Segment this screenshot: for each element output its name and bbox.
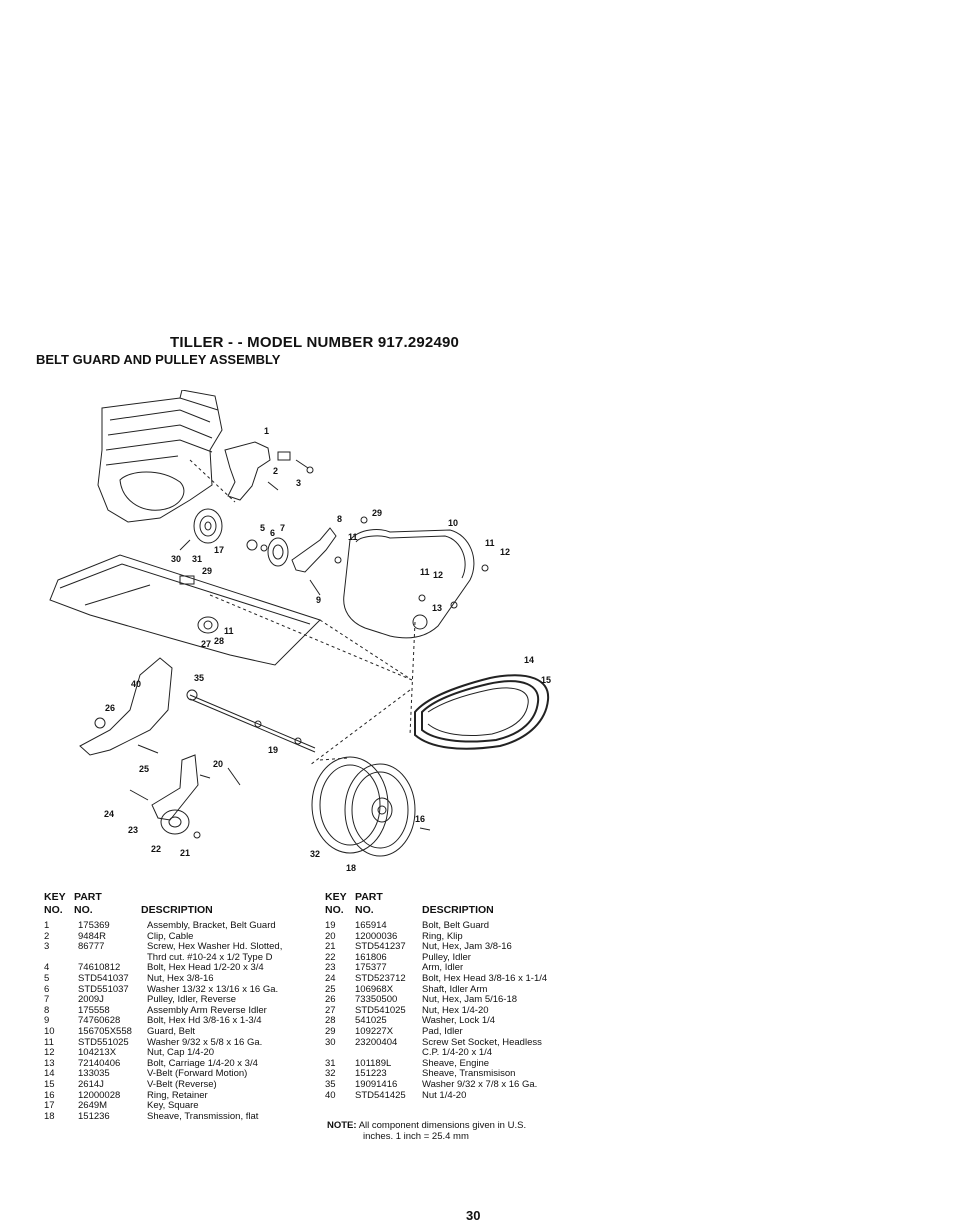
key-number: 10 [44,1025,55,1037]
part-description: Clip, Cable [147,930,194,942]
svg-text:7: 7 [280,523,286,533]
svg-text:11: 11 [224,626,234,636]
key-number: 16 [44,1089,55,1101]
part-number: 2614J [78,1078,104,1090]
table-row [44,1112,314,1123]
svg-text:11: 11 [420,567,430,577]
key-number: 40 [325,1089,336,1101]
note-label: NOTE: [327,1120,357,1131]
part-description: Screw Set Socket, Headless [422,1036,542,1048]
transmission-sheave [312,757,388,853]
part-number: 101189L [355,1057,392,1069]
parts-table-header [325,891,585,921]
key-number: 24 [325,972,336,984]
part-description: Bolt, Hex Head 1/2-20 x 3/4 [147,962,264,974]
header-description: DESCRIPTION [422,904,494,916]
key-number: 30 [325,1036,336,1048]
idler-arm-shaft [190,695,315,748]
reverse-idler-arm [292,528,336,572]
part-description: Washer 9/32 x 5/8 x 16 Ga. [147,1036,263,1048]
svg-text:9: 9 [316,595,322,605]
part-description: Assembly Arm Reverse Idler [147,1004,267,1016]
svg-text:10: 10 [448,518,459,528]
svg-text:19: 19 [268,745,279,755]
part-number: 175377 [355,962,387,974]
header-no: NO. [44,904,63,916]
part-number: STD541237 [355,941,406,953]
key-number: 18 [44,1110,55,1122]
table-row [325,1027,585,1038]
part-description: Washer, Lock 1/4 [422,1015,496,1027]
part-number: 106968X [355,983,394,995]
part-description: Nut, Cap 1/4-20 [147,1047,215,1059]
svg-text:3: 3 [296,478,302,488]
part-number: 74610812 [78,962,121,974]
part-description: Bolt, Belt Guard [422,920,490,931]
part-number: STD541425 [355,1089,406,1101]
table-row [325,974,585,985]
part-number: 12000028 [78,1089,121,1101]
svg-text:14: 14 [524,655,535,665]
key-number: 1 [44,920,50,931]
svg-text:29: 29 [202,566,213,576]
header-part-no: NO. [74,904,93,916]
svg-text:6: 6 [270,528,276,538]
part-number: 165914 [355,920,387,931]
part-description: Sheave, Engine [422,1057,490,1069]
part-description: V-Belt (Forward Motion) [147,1068,248,1080]
svg-text:20: 20 [213,759,224,769]
note-line-1: All component dimensions given in U.S. [358,1120,527,1131]
part-description: Ring, Retainer [147,1089,208,1101]
part-number: 541025 [355,1015,387,1027]
part-description: Shaft, Idler Arm [422,983,488,995]
key-number: 11 [44,1036,54,1048]
table-row [325,1080,585,1091]
key-number: 17 [44,1100,55,1112]
key-number: 15 [44,1078,55,1090]
key-number: 27 [325,1004,336,1016]
svg-text:25: 25 [139,764,150,774]
key-number: 26 [325,994,336,1006]
svg-text:21: 21 [180,848,191,858]
part-number: STD551037 [78,983,129,995]
parts-rows-right [325,921,585,1101]
part-number: 72140406 [78,1057,121,1069]
tiller-deck [50,555,320,665]
svg-text:5: 5 [260,523,266,533]
part-description: Screw, Hex Washer Hd. Slotted, [147,941,283,953]
part-description: Key, Square [147,1100,199,1112]
part-description: Bolt, Hex Hd 3/8-16 x 1-3/4 [147,1015,262,1027]
part-description: Arm, Idler [422,962,464,974]
table-row [44,921,314,932]
key-number: 9 [44,1015,50,1027]
key-number: 32 [325,1068,336,1080]
svg-text:12: 12 [433,570,444,580]
svg-text:2: 2 [273,466,279,476]
key-number: 29 [325,1025,336,1037]
part-number: 23200404 [355,1036,398,1048]
svg-text:15: 15 [541,675,552,685]
svg-text:11: 11 [348,532,358,542]
header-key: KEY [44,891,66,903]
part-number: STD551025 [78,1036,129,1048]
part-description: C.P. 1/4-20 x 1/4 [422,1047,493,1059]
key-number: 19 [325,920,336,931]
svg-text:30: 30 [171,554,182,564]
part-description: Nut, Hex, Jam 5/16-18 [422,994,518,1006]
svg-text:1: 1 [264,426,270,436]
part-number: 2009J [78,994,104,1006]
key-number: 31 [325,1057,336,1069]
svg-text:16: 16 [415,814,426,824]
svg-text:17: 17 [214,545,225,555]
part-number: 74760628 [78,1015,121,1027]
part-description: Bolt, Hex Head 3/8-16 x 1-1/4 [422,972,548,984]
key-number: 22 [325,951,336,963]
table-row [44,974,314,985]
header-part: PART [74,891,102,903]
part-description: Ring, Klip [422,930,463,942]
key-number: 7 [44,994,50,1006]
key-number: 12 [44,1047,55,1059]
table-row [325,921,585,932]
key-number: 4 [44,962,50,974]
key-number: 8 [44,1004,50,1016]
part-description: Washer 13/32 x 13/16 x 16 Ga. [147,983,279,995]
part-number: 151223 [355,1068,387,1080]
svg-text:35: 35 [194,673,205,683]
dimension-note [327,1120,587,1142]
svg-text:12: 12 [500,547,511,557]
part-description: V-Belt (Reverse) [147,1078,217,1090]
part-number: 133035 [78,1068,110,1080]
page-title: TILLER - - MODEL NUMBER 917.292490 [170,334,460,351]
belt-guard [344,530,474,638]
part-description: Pulley, Idler [422,951,471,963]
header-part: PART [355,891,383,903]
key-number: 35 [325,1078,336,1090]
part-number: 86777 [78,941,105,953]
svg-text:31: 31 [192,554,203,564]
parts-table-header [44,891,314,921]
svg-text:32: 32 [310,849,321,859]
key-number: 14 [44,1068,55,1080]
part-description: Bolt, Carriage 1/4-20 x 3/4 [147,1057,258,1069]
diagram-callouts [104,426,551,873]
part-number: 109227X [355,1025,394,1037]
parts-table-right [325,891,585,1101]
key-number: 25 [325,983,336,995]
note-line-2: inches. 1 inch = 25.4 mm [363,1131,469,1142]
part-number: 161806 [355,951,387,963]
svg-text:23: 23 [128,825,139,835]
svg-text:8: 8 [337,514,343,524]
engine-sheave [194,509,222,543]
parts-table-left [44,891,314,1122]
part-description: Guard, Belt [147,1025,196,1037]
part-description: Nut, Hex 1/4-20 [422,1004,489,1016]
key-number: 20 [325,930,336,942]
part-number: STD541037 [78,972,129,984]
part-number: 73350500 [355,994,398,1006]
part-description: Pad, Idler [422,1025,463,1037]
key-number: 2 [44,930,50,942]
part-description: Nut 1/4-20 [422,1089,467,1101]
svg-text:22: 22 [151,844,162,854]
key-number: 6 [44,983,50,995]
part-number: 151236 [78,1110,110,1122]
part-number: 156705X558 [78,1025,132,1037]
section-subtitle: BELT GUARD AND PULLEY ASSEMBLY [36,352,281,367]
svg-text:40: 40 [131,679,142,689]
header-part-no: NO. [355,904,374,916]
part-description: Thrd cut. #10-24 x 1/2 Type D [147,951,273,963]
part-description: Pulley, Idler, Reverse [147,994,237,1006]
key-number: 23 [325,962,336,974]
svg-text:26: 26 [105,703,116,713]
svg-text:29: 29 [372,508,383,518]
exploded-parts-diagram [30,390,590,880]
part-number: 175558 [78,1004,110,1016]
key-number: 21 [325,941,336,953]
header-description: DESCRIPTION [141,904,213,916]
svg-text:27: 27 [201,639,212,649]
part-description: Nut, Hex 3/8-16 [147,972,214,984]
part-number: 19091416 [355,1078,398,1090]
page-number: 30 [466,1208,481,1223]
part-number: 175369 [78,920,110,931]
part-number: STD541025 [355,1004,406,1016]
key-number: 5 [44,972,50,984]
part-description: Assembly, Bracket, Belt Guard [147,920,276,931]
svg-text:28: 28 [214,636,225,646]
part-number: 2649M [78,1100,108,1112]
part-description: Nut, Hex, Jam 3/8-16 [422,941,512,953]
svg-text:13: 13 [432,603,443,613]
table-row [44,1027,314,1038]
svg-text:11: 11 [485,538,495,548]
key-number: 3 [44,941,50,953]
part-number: 12000036 [355,930,398,942]
part-number: 9484R [78,930,106,942]
engine-illustration [98,398,222,522]
key-number: 13 [44,1057,55,1069]
part-number: STD523712 [355,972,406,984]
parts-rows-left [44,921,314,1122]
key-number: 28 [325,1015,336,1027]
part-description: Washer 9/32 x 7/8 x 16 Ga. [422,1078,538,1090]
part-description: Sheave, Transmisison [422,1068,516,1080]
svg-text:24: 24 [104,809,115,819]
table-row [44,1080,314,1091]
belt-guard-bracket [225,442,270,500]
idler-arm-bracket [80,658,172,755]
header-no: NO. [325,904,344,916]
table-row [325,1091,585,1102]
reverse-idler-pulley [268,538,288,566]
svg-text:18: 18 [346,863,357,873]
header-key: KEY [325,891,347,903]
part-description: Sheave, Transmission, flat [147,1110,259,1122]
part-number: 104213X [78,1047,117,1059]
